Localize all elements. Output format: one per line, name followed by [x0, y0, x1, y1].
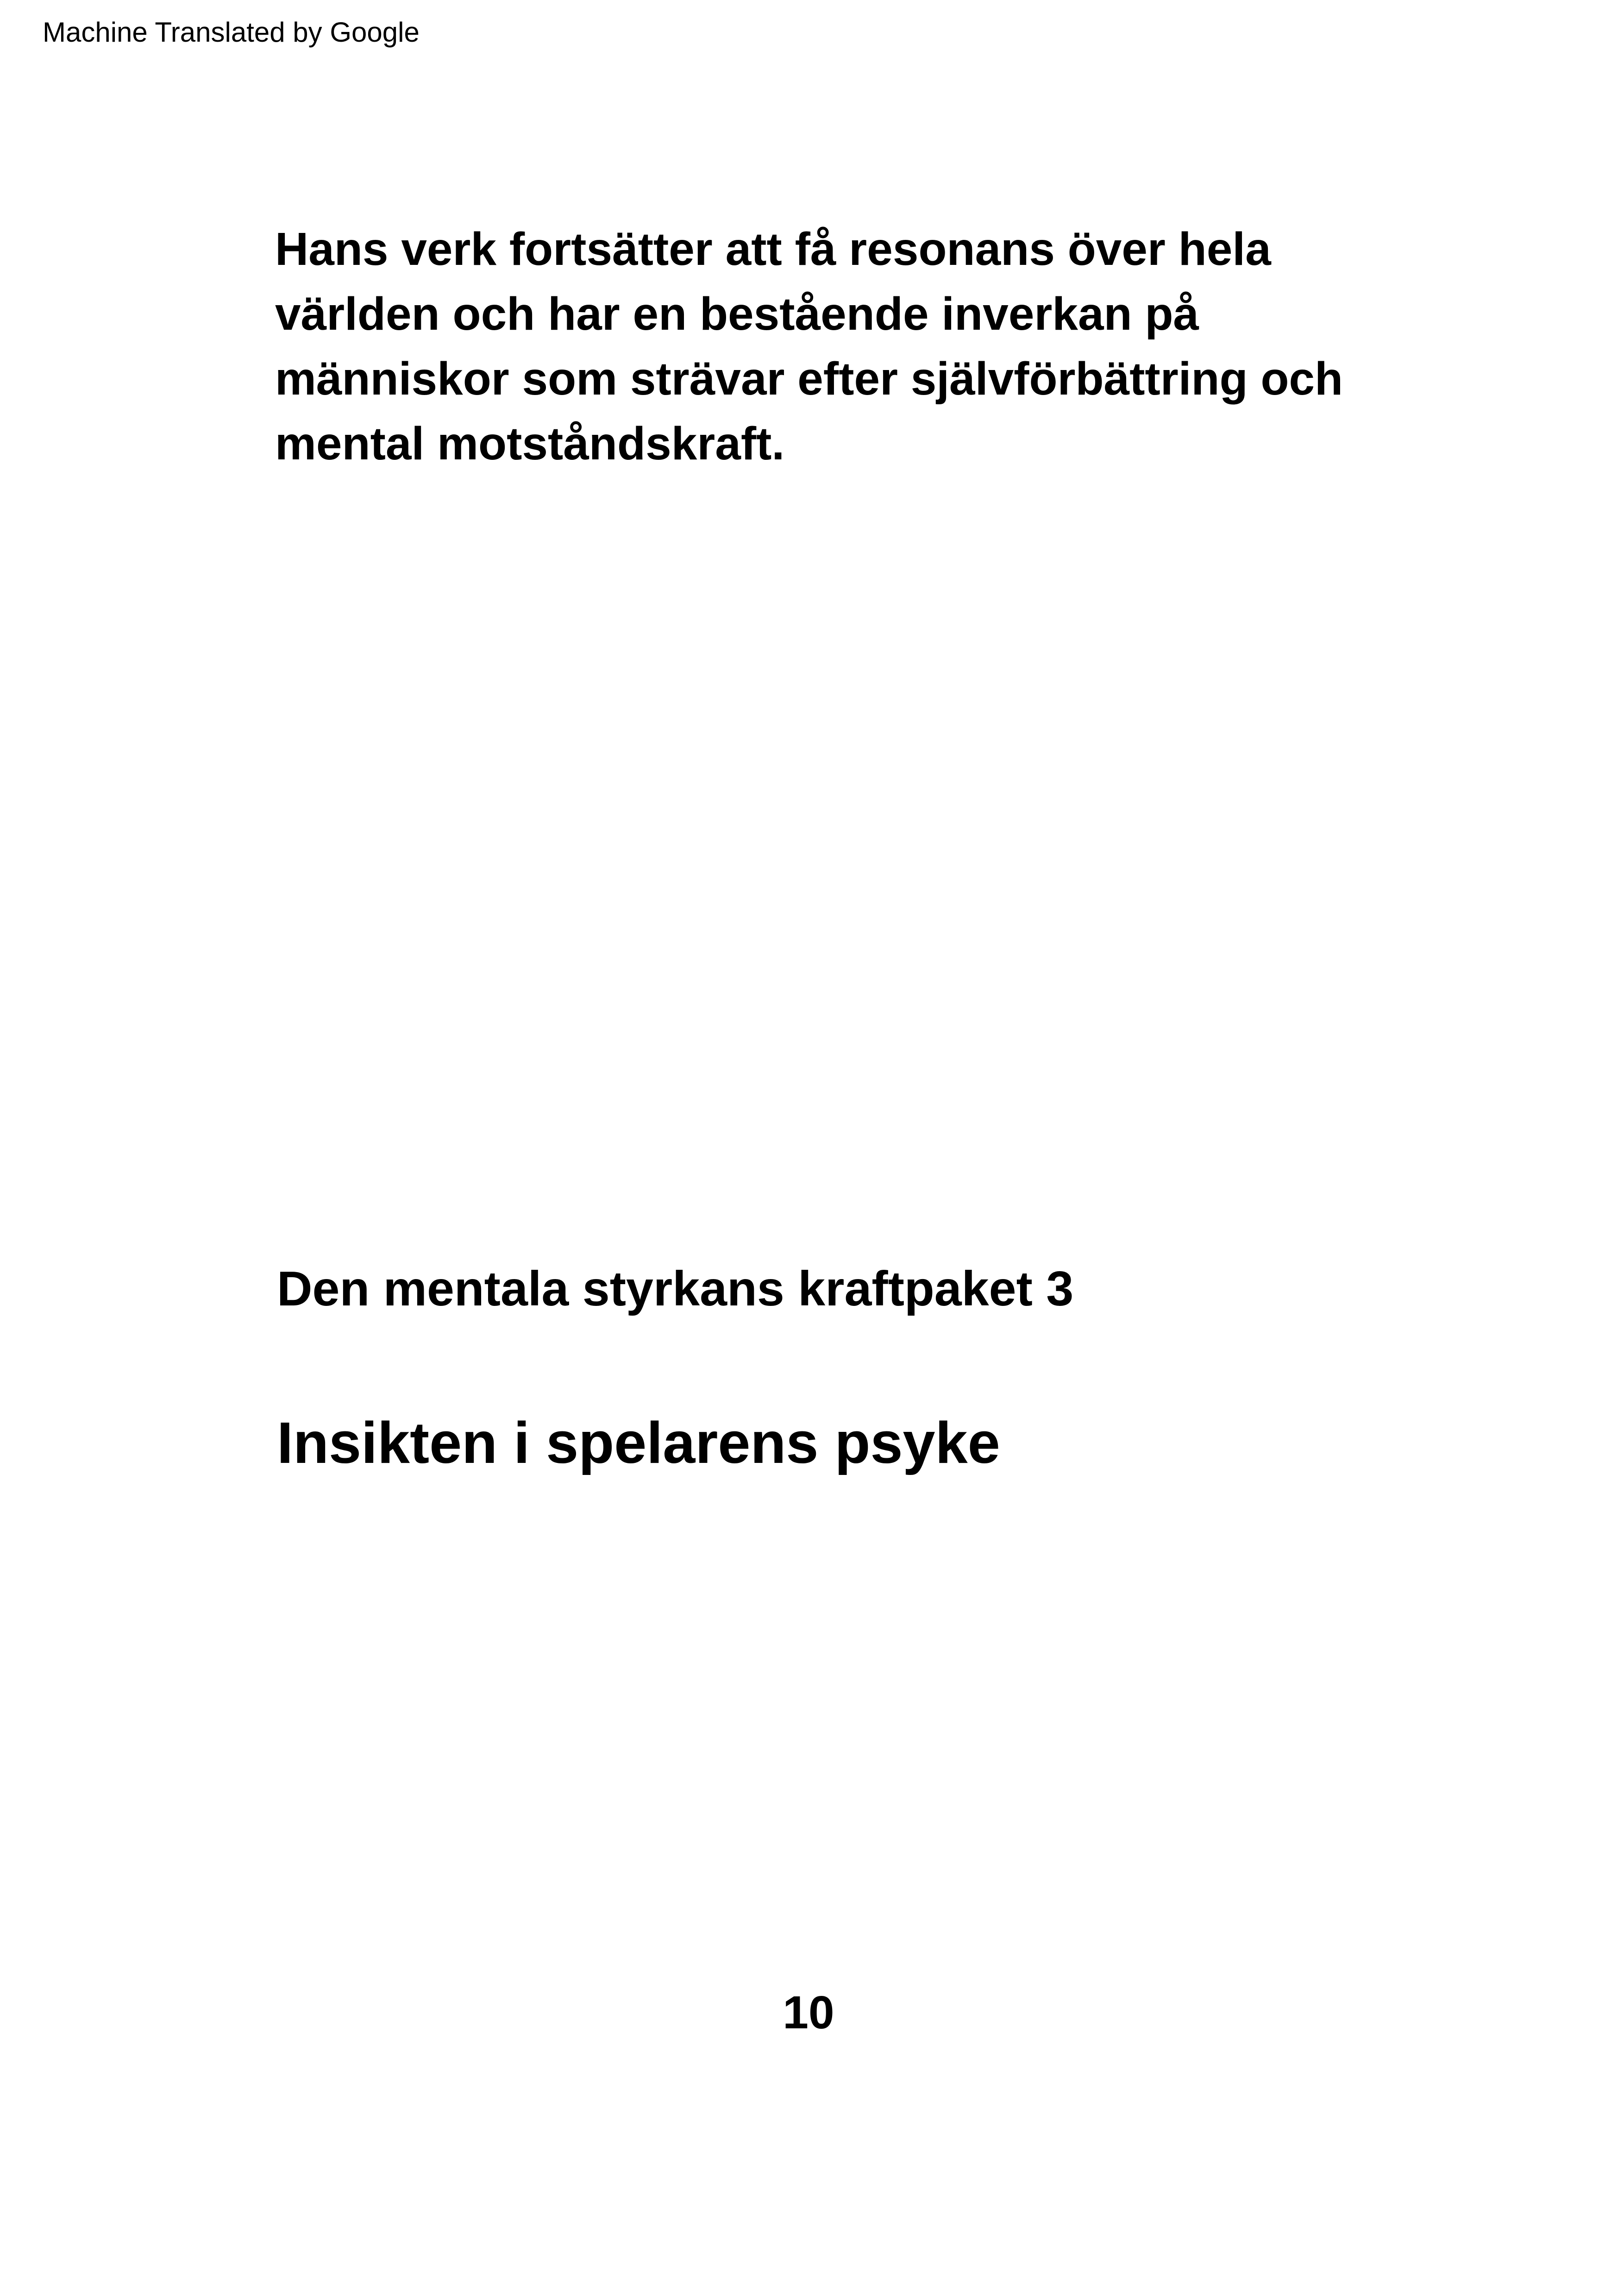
section-subtitle: Insikten i spelarens psyke [277, 1410, 1000, 1475]
paragraph-line: världen och har en bestående inverkan på [275, 288, 1199, 340]
paragraph-line: människor som strävar efter självförbättring och [275, 353, 1343, 405]
body-paragraph [275, 217, 1396, 476]
page-number: 10 [783, 1987, 834, 2039]
paragraph-line: Hans verk fortsätter att få resonans över hela [275, 223, 1271, 275]
paragraph-line: mental motståndskraft. [275, 418, 785, 470]
machine-translation-banner: Machine Translated by Google [43, 17, 420, 48]
section-heading: Den mentala styrkans kraftpaket 3 [277, 1261, 1074, 1316]
